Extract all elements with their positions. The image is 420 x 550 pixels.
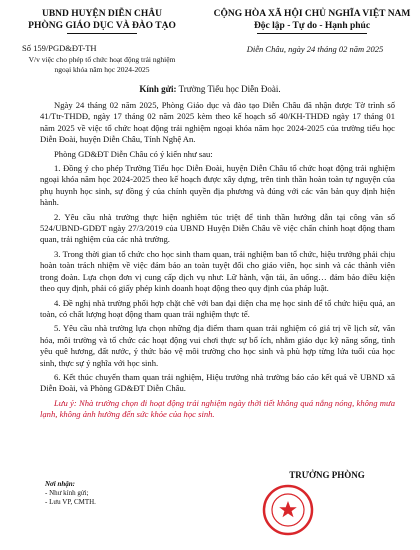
document-number: Số 159/PGD&ĐT-TH xyxy=(22,43,97,53)
agency-line-1: UBND HUYỆN DIỄN CHÂU xyxy=(41,9,163,19)
recipient-line xyxy=(0,84,420,94)
nation-line-1: CỘNG HÒA XÃ HỘI CHỦ NGHĨA VIỆT NAM xyxy=(213,9,411,19)
official-seal-icon xyxy=(262,484,314,536)
agency-header xyxy=(22,8,182,34)
recipients-item: - Như kính gửi; xyxy=(45,489,89,497)
recipient-label: Kính gửi: xyxy=(139,84,177,94)
body-paragraph: 5. Yêu cầu nhà trường lựa chọn những địa điểm tham quan trải nghiệm có giá trị về lịch sử, văn hóa, môi trường và tổ chức các hoạt động vui chơi thực sự bổ ích, nhằm giáo dục kỹ năng sống, tình yêu quê hương, đất nước, ý thức bảo vệ môi trường cho học sinh và phù hợp từng lứa tuổi của học sinh, thực sự ý nghĩa với học sinh. xyxy=(40,323,395,368)
body-paragraph: 1. Đồng ý cho phép Trường Tiểu học Diễn Đoài, huyện Diễn Châu tổ chức hoạt động trải nghiệm ngoại khóa năm học 2024-2025 theo kế hoạch được xây dựng, trên tinh thần hoàn toàn tự nguyện của phụ huynh học sinh, sự đồng ý của chính quyền địa phương và đúng với các văn bản quy định hiện hành. xyxy=(40,163,395,208)
nation-line-2: Độc lập - Tự do - Hạnh phúc xyxy=(253,21,371,31)
body-paragraph: Ngày 24 tháng 02 năm 2025, Phòng Giáo dục và đào tạo Diễn Châu đã nhận được Tờ trình số 41/Ttr-THDĐ, ngày 17 tháng 02 năm 2025 kèm theo kế hoạch số 40/KH-THDĐ ngày 17 tháng 01 năm 2025 về việc tổ chức hoạt động trải nghiệm ngoại khóa năm học 2024-2025 của trường tiểu học Diễn Đoài, huyện Diễn Châu, Tỉnh Nghệ An. xyxy=(40,100,395,145)
body-paragraph: Phòng GD&ĐT Diễn Châu có ý kiến như sau: xyxy=(54,148,213,159)
nation-header xyxy=(212,8,412,34)
body-paragraph: 2. Yêu cầu nhà trường thực hiện nghiêm túc triệt để tinh thần hướng dẫn tại công văn số 524/UBND-GDĐT ngày 27/3/2019 của UBND Huyện Diễn Châu về việc chấn chỉnh hoạt động tham quan, trải nghiệm của các nhà trường. xyxy=(40,211,395,245)
document-subject: V/v việc cho phép tổ chức hoạt động trải nghiệm ngoại khóa năm học 2024-2025 xyxy=(28,55,176,74)
nation-underline xyxy=(257,33,367,34)
recipients-item: - Lưu VP, CMTH. xyxy=(45,498,96,506)
agency-underline xyxy=(67,33,137,34)
recipient-name: Trường Tiểu học Diễn Đoài. xyxy=(178,84,281,94)
recipients-title: Nơi nhận: xyxy=(45,480,76,488)
note-paragraph: Lưu ý: Nhà trường chọn đi hoạt động trải nghiệm ngày thời tiết không quá nắng nóng, không mưa lạnh, không ảnh hưởng đến sức khỏe của học sinh. xyxy=(40,397,395,420)
body-paragraph: 3. Trong thời gian tổ chức cho học sinh tham quan, trải nghiệm ban tổ chức, hiệu trưởng phải chịu hoàn toàn trách nhiệm về việc đảm bảo an toàn tuyệt đối cho giáo viên, học sinh và các thành viên trong đoàn. Lựa chọn đơn vị cung cấp dịch vụ như: Lữ hành, vận tải, ăn uống… đảm bảo điều kiện theo quy định, phải có giấy phép kinh doanh hoạt động theo quy định của pháp luật. xyxy=(40,248,395,294)
recipients-block xyxy=(45,480,96,507)
body-paragraph: 4. Đề nghị nhà trường phối hợp chặt chẽ với ban đại diện cha mẹ học sinh để tổ chức hiệu quả, an toàn, có chất lượng hoạt động tham quan trải nghiệm thực tế. xyxy=(40,297,395,319)
document-date: Diễn Châu, ngày 24 tháng 02 năm 2025 xyxy=(246,44,384,54)
agency-line-2: PHÒNG GIÁO DỤC VÀ ĐÀO TẠO xyxy=(28,21,176,31)
signer-title: TRƯỞNG PHÒNG xyxy=(289,470,365,480)
document-body xyxy=(40,100,395,424)
body-paragraph: 6. Kết thúc chuyến tham quan trải nghiệm, Hiệu trưởng nhà trường báo cáo kết quả về UBND xã Diễn Đoài, và Phòng GD&ĐT Diễn Châu. xyxy=(40,371,395,394)
